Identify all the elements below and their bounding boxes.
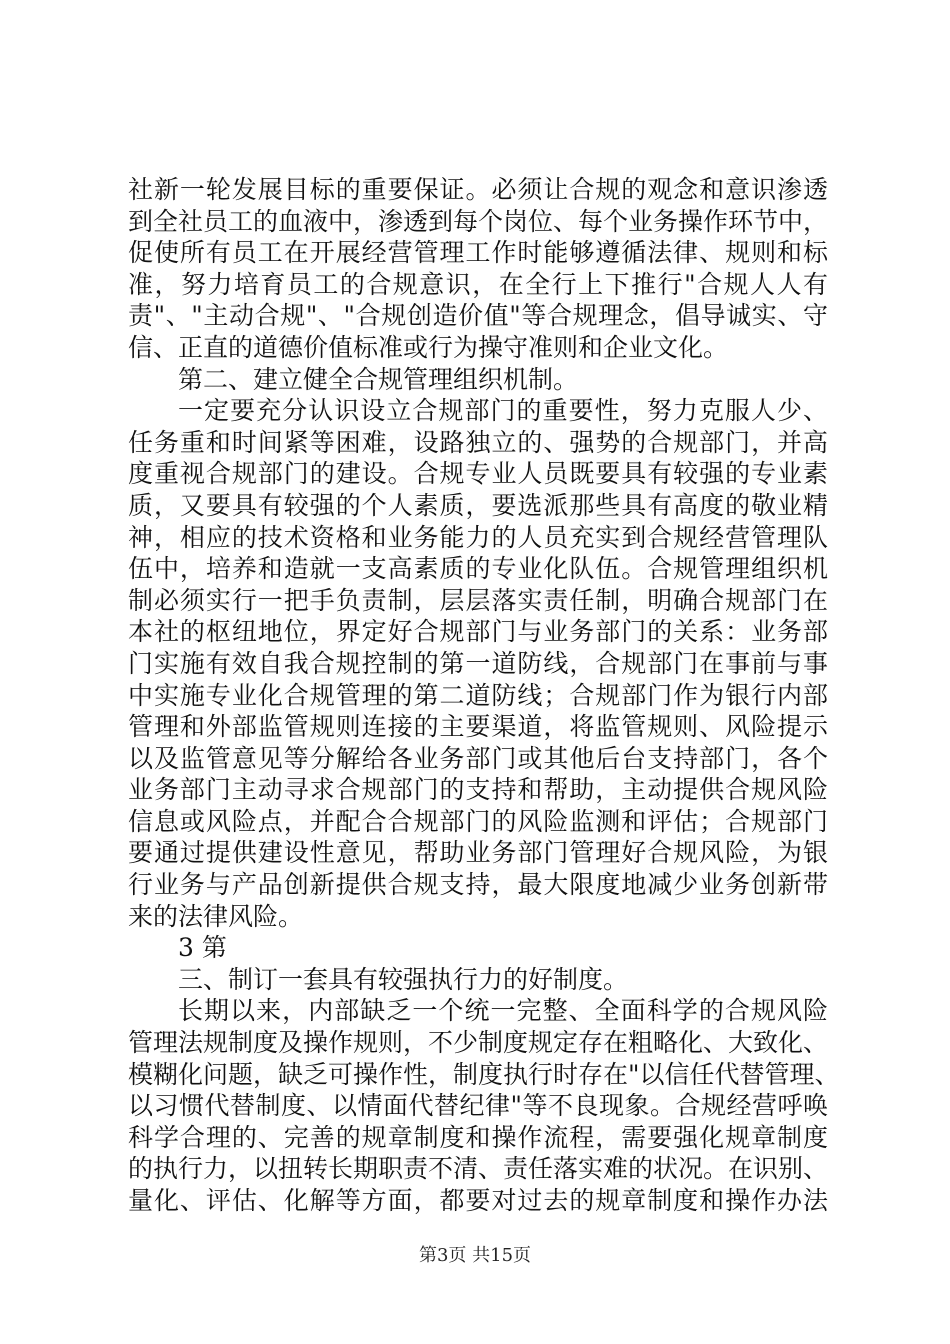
text-line: 的执行力，以扭转长期职责不清、责任落实难的状况。在识别、: [128, 1154, 829, 1184]
text-line: 制必须实行一把手负责制，层层落实责任制，明确合规部门在: [128, 585, 828, 615]
text-line: 责"、"主动合规"、"合规创造价值"等合规理念，倡导诚实、守: [128, 301, 828, 331]
text-line: 模糊化问题，缺乏可操作性，制度执行时存在"以信任代替管理、: [128, 1059, 840, 1089]
text-line: 促使所有员工在开展经营管理工作时能够遵循法律、规则和标: [128, 238, 828, 268]
text-line: 以习惯代替制度、以情面代替纪律"等不良现象。合规经营呼唤: [128, 1091, 828, 1121]
text-line: 信息或风险点，并配合合规部门的风险监测和评估；合规部门: [128, 806, 828, 836]
text-line: 三、制订一套具有较强执行力的好制度。: [178, 964, 629, 994]
text-line: 神，相应的技术资格和业务能力的人员充实到合规经营管理队: [128, 522, 828, 552]
text-line: 伍中，培养和造就一支高素质的专业化队伍。合规管理组织机: [128, 554, 828, 584]
text-line: 准，努力培育员工的合规意识，在全行上下推行"合规人人有: [128, 269, 828, 299]
text-line: 任务重和时间紧等困难，设路独立的、强势的合规部门，并高: [128, 427, 828, 457]
document-body: [128, 174, 840, 1217]
text-line: 要通过提供建设性意见，帮助业务部门管理好合规风险，为银: [128, 838, 828, 868]
text-line: 信、正直的道德价值标准或行为操守准则和企业文化。: [128, 332, 729, 362]
text-line: 行业务与产品创新提供合规支持，最大限度地减少业务创新带: [128, 870, 828, 900]
text-line: 门实施有效自我合规控制的第一道防线，合规部门在事前与事: [128, 648, 828, 678]
text-line: 长期以来，内部缺乏一个统一完整、全面科学的合规风险: [178, 996, 828, 1026]
text-line: 度重视合规部门的建设。合规专业人员既要具有较强的专业素: [128, 459, 828, 489]
text-line: 本社的枢纽地位，界定好合规部门与业务部门的关系：业务部: [128, 617, 828, 647]
text-line: 管理法规制度及操作规则，不少制度规定存在粗略化、大致化、: [128, 1028, 829, 1058]
text-line: 业务部门主动寻求合规部门的支持和帮助，主动提供合规风险: [128, 775, 828, 805]
text-line: 以及监管意见等分解给各业务部门或其他后台支持部门，各个: [128, 743, 828, 773]
text-line: 科学合理的、完善的规章制度和操作流程，需要强化规章制度: [128, 1122, 828, 1152]
text-line: 中实施专业化合规管理的第二道防线；合规部门作为银行内部: [128, 680, 828, 710]
text-line: 到全社员工的血液中，渗透到每个岗位、每个业务操作环节中，: [128, 206, 829, 236]
text-line: 一定要充分认识设立合规部门的重要性，努力克服人少、: [178, 396, 828, 426]
text-line: 社新一轮发展目标的重要保证。必须让合规的观念和意识渗透: [128, 175, 828, 204]
text-line: 管理和外部监管规则连接的主要渠道，将监管规则、风险提示: [128, 712, 828, 742]
text-line: 3 第: [178, 933, 227, 963]
text-line: 第二、建立健全合规管理组织机制。: [178, 364, 579, 394]
text-line: 质，又要具有较强的个人素质，要选派那些具有高度的敬业精: [128, 490, 828, 520]
text-line: 量化、评估、化解等方面，都要对过去的规章制度和操作办法: [128, 1186, 828, 1215]
text-line: 来的法律风险。: [128, 901, 304, 931]
page-footer: 第3页 共15页: [418, 1245, 532, 1266]
